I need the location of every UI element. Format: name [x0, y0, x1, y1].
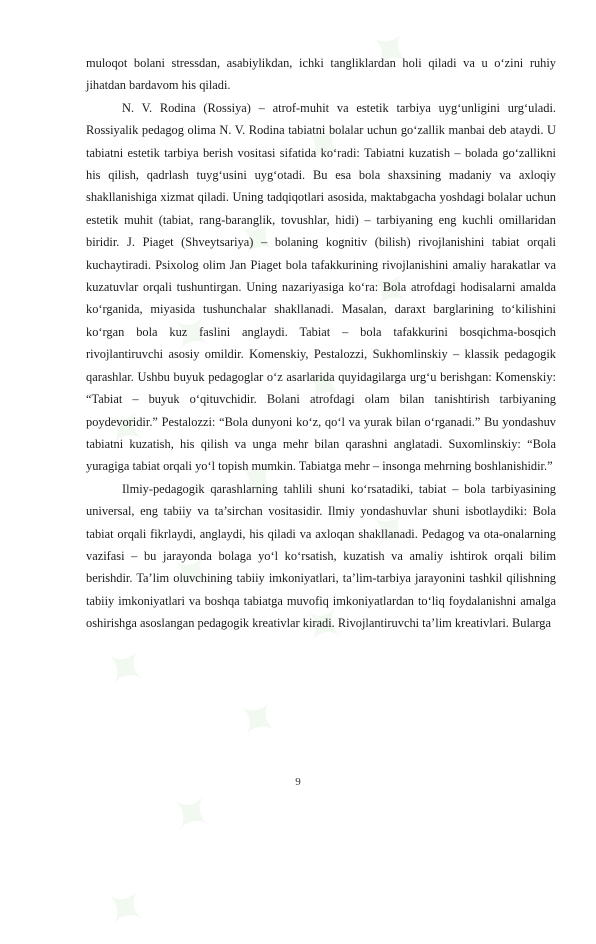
paragraph-rodina: N. V. Rodina (Rossiya) – atrof-muhit va estetik tarbiya uyg‘unligini urg‘uladi. Rossiyalik pedagog olima N. V. Rodina tabiatni bolalar uchun go‘zallik manbai deb ataydi. U tabiatni estetik tarbiya berish vositasi sifatida ko‘radi: Tabiatni kuzatish – bolada go‘zallikni his qilish, qadrlash tuyg‘usini uyg‘otadi. Bu esa bola shaxsining madaniy va axloqiy shakllanishiga xizmat qiladi. Uning tadqiqotlari asosida, maktabgacha yoshdagi bolalar uchun estetik muhit (tabiat, rang-baranglik, tovushlar, hidi) – tarbiyaning eng kuchli omillaridan biridir. J. Piaget (Shveytsariya) – bolaning kognitiv (bilish) rivojlanishini tabiat orqali kuchaytiradi. Psixolog olim Jan Piaget bola tafakkurining rivojlanishini amaliy harakatlar va kuzatuvlar orqali tushuntirgan. Uning nazariyasiga ko‘ra: Bola atrofdagi hodisalarni amalda ko‘rganida, miyasida tushunchalar shakllanadi. Masalan, daraxt barglarining to‘kilishini ko‘rgan bola kuz faslini anglaydi. Tabiat – bola tafakkurini bosqichma-bosqich rivojlantiruvchi asosiy omildir. Komenskiy, Pestalozzi, Sukhomlinskiy – klassik pedagogik qarashlar. Ushbu buyuk pedagoglar o‘z asarlarida quyidagilarga urg‘u berishgan: Komenskiy: “Tabiat – buyuk o‘qituvchidir. Bolani atrofdagi olam bilan tanishtirish tarbiyaning poydevoridir.” Pestalozzi: “Bola dunyoni ko‘z, qo‘l va yurak bilan o‘rganadi.” Bu yondashuv tabiatni kuzatish, his qilish va unga mehr bilan qarashni anglatadi. Suxomlinskiy: “Bola yuragiga tabiat orqali yo‘l topish mumkin. Tabiatga mehr – insonga mehrning boshlanishidir.”: [86, 100, 556, 474]
page-number: 9: [295, 776, 301, 788]
paragraph-analysis: Ilmiy-pedagogik qarashlarning tahlili shuni ko‘rsatadiki, tabiat – bola tarbiyasining universal, eng tabiiy va ta’sirchan vositasidir. Ilmiy yondashuvlar shuni isbotlaydiki: Bola tabiat orqali fikrlaydi, anglaydi, his qiladi va axloqan shakllanadi. Pedagog va ota-onalarning vazifasi – bu jarayonda bolaga yo‘l ko‘rsatish, kuzatish va amaliy ishtirok orqali bilim berishdir. Ta’lim oluvchining tabiiy imkoniyatlari, ta’lim-tarbiya jarayonini tashkil qilishning tabiiy imkoniyatlari va boshqa tabiatga muvofiq imkoniyatlardan to‘liq foydalanishni amalga oshirishga asoslangan pedagogik kreativlar kiradi. Rivojlantiruvchi ta’lim kreativlari. Bularga: [86, 481, 556, 631]
watermark-row: ✦ ✦ ✦ ✦ ✦: [87, 13, 430, 465]
watermark-row: ✦ ✦ ✦ ✦ ✦: [87, 253, 430, 705]
page-body: [86, 52, 556, 635]
watermark-row: ✦ ✦ ✦ ✦ ✦: [87, 493, 430, 944]
paragraph-continuation: muloqot bolani stressdan, asabiylikdan, ichki tangliklardan holi qiladi va u o‘zini ruhiy jihatdan bardavom his qiladi.: [86, 56, 556, 93]
